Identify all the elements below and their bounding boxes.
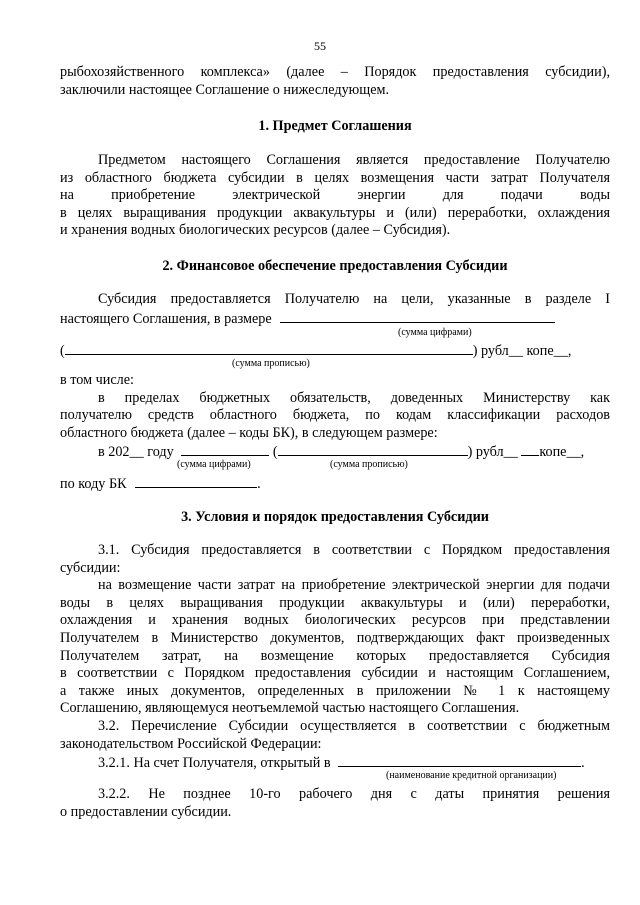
amount-words-row bbox=[60, 341, 610, 361]
text-line: в том числе: bbox=[60, 372, 134, 388]
intro-paragraph bbox=[60, 64, 610, 99]
section-3-2-2-paragraph bbox=[60, 786, 610, 821]
kbk-row bbox=[60, 474, 610, 494]
currency-text: копе__, bbox=[539, 444, 585, 460]
text-line: в пределах бюджетных обязательств, доведенных Министерству как bbox=[98, 389, 610, 406]
amount-words-field[interactable] bbox=[65, 341, 473, 355]
bracket-open: ( bbox=[60, 343, 65, 359]
kbk-field[interactable] bbox=[135, 474, 257, 488]
text-line: заключили настоящее Соглашение о нижеследующем. bbox=[60, 81, 390, 98]
year-words-field[interactable] bbox=[278, 442, 468, 456]
page-number: 55 bbox=[314, 39, 326, 53]
text-line: из областного бюджета субсидии в целях возмещения части затрат Получателя bbox=[60, 169, 610, 186]
section-2-heading: 2. Финансовое обеспечение предоставления Субсидии bbox=[162, 258, 508, 274]
text-line: в соответствии с Порядком предоставления субсидии и настоящим Соглашением, bbox=[60, 665, 610, 682]
section-2-paragraph bbox=[60, 372, 610, 442]
section-3-1-paragraph bbox=[60, 542, 610, 753]
year-text: в 202__ году bbox=[98, 444, 174, 460]
text-line: в целях выращивания продукции аквакультуры и (или) переработки, охлаждения bbox=[60, 204, 610, 221]
currency-text: ) рубл__ bbox=[467, 444, 522, 460]
text-line: а также иных документов, определенных в приложении № 1 к настоящему bbox=[60, 682, 610, 699]
caption-bank-name: (наименование кредитной организации) bbox=[386, 770, 557, 781]
kopeck-field[interactable] bbox=[521, 442, 539, 456]
amount-digits-field[interactable] bbox=[280, 309, 555, 323]
section-3-heading: 3. Условия и порядок предоставления Субсидии bbox=[181, 509, 489, 525]
text-line: 3.1. Субсидия предоставляется в соответствии с Порядком предоставления bbox=[98, 542, 610, 558]
text-line: получателю средств областного бюджета, по кодам классификации расходов bbox=[60, 407, 610, 424]
section-1-heading: 1. Предмет Соглашения bbox=[258, 118, 412, 134]
text-line: Получателем затрат, на возмещение которых предоставляется Субсидия bbox=[60, 647, 610, 664]
text-line: воды в целях выращивания продукции аквакультуры и (или) переработки, bbox=[60, 594, 610, 611]
section-1-paragraph bbox=[60, 152, 610, 240]
bracket-open: ( bbox=[272, 444, 278, 460]
text-line: областного бюджета (далее – коды БК), в следующем размере: bbox=[60, 424, 438, 441]
bank-name-field[interactable] bbox=[338, 753, 581, 767]
text-line: 3.2.1. На счет Получателя, открытый в bbox=[98, 755, 331, 771]
text-line: Субсидия предоставляется Получателю на цели, указанные в разделе I bbox=[98, 291, 610, 307]
text-line: на возмещение части затрат на приобретение электрической энергии для подачи bbox=[98, 577, 610, 594]
text-line: о предоставлении субсидии. bbox=[60, 803, 232, 820]
text-line: 3.2. Перечисление Субсидии осуществляется в соответствии с бюджетным bbox=[98, 717, 610, 734]
text-line: Предметом настоящего Соглашения является предоставление Получателю bbox=[98, 152, 610, 168]
text-line: охлаждения и хранения водных биологических ресурсов при представлении bbox=[60, 612, 610, 629]
caption-sum-digits: (сумма цифрами) bbox=[398, 327, 472, 338]
text-line: на приобретение электрической энергии для подачи воды bbox=[60, 187, 610, 204]
text-line: Получателем в Министерство документов, подтверждающих факт произведенных bbox=[60, 629, 610, 646]
year-digits-field[interactable] bbox=[181, 442, 269, 456]
period: . bbox=[581, 755, 585, 771]
section-2-line bbox=[60, 291, 610, 309]
caption-sum-digits: (сумма цифрами) bbox=[177, 459, 251, 470]
currency-text: ) рубл__ копе__, bbox=[472, 343, 572, 359]
text-line: 3.2.2. Не позднее 10-го рабочего дня с даты принятия решения bbox=[98, 786, 610, 802]
text-line: настоящего Соглашения, в размере bbox=[60, 311, 272, 327]
text-line: и хранения водных биологических ресурсов (далее – Субсидия). bbox=[60, 222, 451, 239]
bank-account-row bbox=[98, 753, 640, 773]
text-line: субсидии: bbox=[60, 559, 121, 576]
caption-sum-words: (сумма прописью) bbox=[330, 459, 408, 470]
period: . bbox=[257, 476, 261, 492]
amount-digits-row bbox=[60, 309, 610, 329]
text-line: рыбохозяйственного комплекса» (далее – Порядок предоставления субсидии), bbox=[60, 64, 610, 80]
caption-sum-words: (сумма прописью) bbox=[232, 358, 310, 369]
text-line: по коду БК bbox=[60, 476, 127, 492]
text-line: законодательством Российской Федерации: bbox=[60, 735, 322, 752]
text-line: Соглашению, являющемуся неотъемлемой частью настоящего Соглашения. bbox=[60, 700, 520, 717]
